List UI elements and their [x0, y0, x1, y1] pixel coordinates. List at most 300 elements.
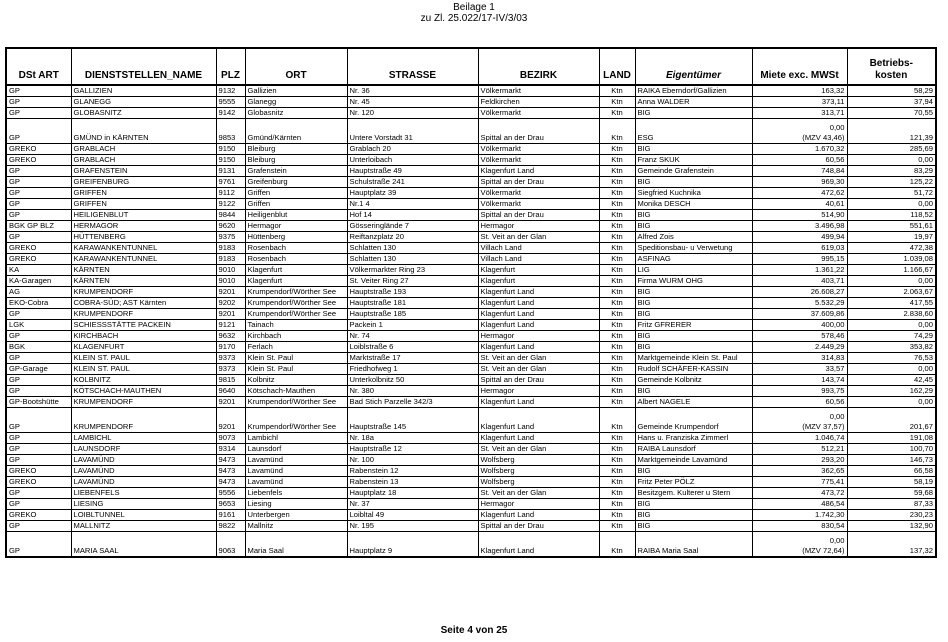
- cell-eigentuemer: Firma WURM OHG: [635, 276, 752, 287]
- table-row: [6, 188, 936, 199]
- cell-eigentuemer: Speditionsbau- u Verwetung: [635, 243, 752, 254]
- cell-eigentuemer: BIG: [635, 466, 752, 477]
- cell-dst-art: GP: [6, 177, 71, 188]
- cell-eigentuemer: Fritz GFRERER: [635, 320, 752, 331]
- cell-dienststellen-name: KARAWANKENTUNNEL: [71, 243, 216, 254]
- cell-betriebskosten: 37,94: [847, 97, 936, 108]
- cell-ort: Gmünd/Kärnten: [245, 119, 347, 144]
- table-row: [6, 265, 936, 276]
- col-header-ort: ORT: [245, 48, 347, 85]
- cell-bezirk: Spittal an der Drau: [478, 119, 599, 144]
- cell-miete: 2.449,29: [752, 342, 847, 353]
- cell-betriebskosten: 191,08: [847, 433, 936, 444]
- cell-eigentuemer: BIG: [635, 510, 752, 521]
- cell-bezirk: Hermagor: [478, 221, 599, 232]
- cell-dienststellen-name: KÄRNTEN: [71, 276, 216, 287]
- cell-betriebskosten: 100,70: [847, 444, 936, 455]
- cell-betriebskosten: 58,29: [847, 85, 936, 97]
- cell-plz: 9010: [216, 265, 245, 276]
- cell-ort: Hüttenberg: [245, 232, 347, 243]
- cell-strasse: Hauptstraße 181: [347, 298, 478, 309]
- cell-strasse: Untere Vorstadt 31: [347, 119, 478, 144]
- col-header-plz: PLZ: [216, 48, 245, 85]
- cell-dst-art: GP: [6, 353, 71, 364]
- cell-miete: [752, 408, 847, 433]
- cell-plz: 9653: [216, 499, 245, 510]
- cell-land: Ktn: [599, 477, 635, 488]
- table-row: [6, 243, 936, 254]
- cell-strasse: Unterkolbnitz 50: [347, 375, 478, 386]
- cell-dienststellen-name: KLEIN ST. PAUL: [71, 353, 216, 364]
- table-row: [6, 119, 936, 144]
- cell-plz: 9632: [216, 331, 245, 342]
- cell-strasse: Hauptstraße 185: [347, 309, 478, 320]
- cell-bezirk: Wolfsberg: [478, 477, 599, 488]
- cell-bezirk: Klagenfurt Land: [478, 532, 599, 558]
- cell-dst-art: GREKO: [6, 155, 71, 166]
- cell-betriebskosten: 551,61: [847, 221, 936, 232]
- cell-plz: 9112: [216, 188, 245, 199]
- miete-value: 0,00: [829, 412, 845, 421]
- cell-bezirk: Hermagor: [478, 499, 599, 510]
- cell-bezirk: Klagenfurt Land: [478, 309, 599, 320]
- cell-bezirk: Spittal an der Drau: [478, 177, 599, 188]
- cell-dst-art: GP: [6, 108, 71, 119]
- cell-strasse: Rabenstein 13: [347, 477, 478, 488]
- cell-dienststellen-name: HERMAGOR: [71, 221, 216, 232]
- cell-plz: 9640: [216, 386, 245, 397]
- cell-miete: 514,90: [752, 210, 847, 221]
- cell-betriebskosten: 87,33: [847, 499, 936, 510]
- cell-dst-art: AG: [6, 287, 71, 298]
- table-header-row: [6, 48, 936, 85]
- cell-dst-art: GP: [6, 499, 71, 510]
- cell-dienststellen-name: HEILIGENBLUT: [71, 210, 216, 221]
- cell-dienststellen-name: GLANEGG: [71, 97, 216, 108]
- cell-plz: 9183: [216, 254, 245, 265]
- cell-strasse: Hauptplatz 9: [347, 532, 478, 558]
- cell-plz: 9161: [216, 510, 245, 521]
- cell-dst-art: GP: [6, 85, 71, 97]
- cell-dst-art: GP: [6, 488, 71, 499]
- cell-dienststellen-name: LAVAMÜND: [71, 466, 216, 477]
- cell-eigentuemer: Gemeinde Krumpendorf: [635, 408, 752, 433]
- cell-dst-art: EKO-Cobra: [6, 298, 71, 309]
- cell-betriebskosten: 0,00: [847, 397, 936, 408]
- cell-betriebskosten: 132,90: [847, 521, 936, 532]
- cell-dst-art: GP: [6, 331, 71, 342]
- cell-miete: 1.670,32: [752, 144, 847, 155]
- cell-eigentuemer: Gemeinde Grafenstein: [635, 166, 752, 177]
- cell-land: Ktn: [599, 488, 635, 499]
- cell-land: Ktn: [599, 298, 635, 309]
- cell-plz: 9201: [216, 397, 245, 408]
- cell-betriebskosten: 472,38: [847, 243, 936, 254]
- table-row: [6, 144, 936, 155]
- cell-miete: 472,62: [752, 188, 847, 199]
- cell-eigentuemer: Marktgemeinde Klein St. Paul: [635, 353, 752, 364]
- col-header-betriebskosten: [847, 48, 936, 85]
- cell-bezirk: Klagenfurt Land: [478, 320, 599, 331]
- cell-ort: Lambichl: [245, 433, 347, 444]
- cell-land: Ktn: [599, 331, 635, 342]
- cell-land: Ktn: [599, 155, 635, 166]
- table-row: [6, 364, 936, 375]
- cell-land: Ktn: [599, 466, 635, 477]
- cell-dst-art: GP: [6, 455, 71, 466]
- cell-land: Ktn: [599, 287, 635, 298]
- cell-plz: 9314: [216, 444, 245, 455]
- miete-value: 0,00: [829, 123, 845, 132]
- cell-betriebskosten: 0,00: [847, 320, 936, 331]
- cell-bezirk: St. Veit an der Glan: [478, 488, 599, 499]
- cell-bezirk: Völkermarkt: [478, 108, 599, 119]
- cell-betriebskosten: 76,53: [847, 353, 936, 364]
- cell-plz: 9121: [216, 320, 245, 331]
- cell-plz: 9201: [216, 408, 245, 433]
- cell-dst-art: GP: [6, 433, 71, 444]
- cell-land: Ktn: [599, 177, 635, 188]
- table-row: [6, 298, 936, 309]
- cell-land: Ktn: [599, 408, 635, 433]
- cell-dienststellen-name: GRIFFEN: [71, 188, 216, 199]
- table-row: [6, 532, 936, 558]
- table-row: [6, 375, 936, 386]
- cell-dienststellen-name: LAVAMÜND: [71, 477, 216, 488]
- cell-bezirk: Wolfsberg: [478, 455, 599, 466]
- cell-bezirk: St. Veit an der Glan: [478, 232, 599, 243]
- cell-plz: 9556: [216, 488, 245, 499]
- cell-bezirk: Völkermarkt: [478, 85, 599, 97]
- cell-betriebskosten: 162,29: [847, 386, 936, 397]
- cell-plz: 9375: [216, 232, 245, 243]
- cell-eigentuemer: LIG: [635, 265, 752, 276]
- cell-eigentuemer: Gemeinde Kolbnitz: [635, 375, 752, 386]
- cell-eigentuemer: Franz SKUK: [635, 155, 752, 166]
- cell-betriebskosten: 0,00: [847, 276, 936, 287]
- document-label: Beilage 1: [453, 2, 495, 13]
- cell-bezirk: Völkermarkt: [478, 155, 599, 166]
- table-row: [6, 199, 936, 210]
- cell-miete: 313,71: [752, 108, 847, 119]
- cell-land: Ktn: [599, 97, 635, 108]
- cell-strasse: Packein 1: [347, 320, 478, 331]
- cell-dst-art: GP: [6, 210, 71, 221]
- cell-dst-art: GP: [6, 97, 71, 108]
- cell-plz: 9373: [216, 353, 245, 364]
- table-row: [6, 408, 936, 433]
- col-header-miete: Miete exc. MWSt: [752, 48, 847, 85]
- table-row: [6, 521, 936, 532]
- cell-bezirk: Klagenfurt Land: [478, 408, 599, 433]
- offices-table: [5, 47, 937, 558]
- cell-eigentuemer: Albert NAGELE: [635, 397, 752, 408]
- cell-dienststellen-name: LIEBENFELS: [71, 488, 216, 499]
- cell-betriebskosten: 201,67: [847, 408, 936, 433]
- cell-land: Ktn: [599, 353, 635, 364]
- cell-miete: 993,75: [752, 386, 847, 397]
- cell-strasse: St. Veiter Ring 27: [347, 276, 478, 287]
- cell-bezirk: Feldkirchen: [478, 97, 599, 108]
- cell-strasse: Hauptstraße 193: [347, 287, 478, 298]
- cell-strasse: Nr. 195: [347, 521, 478, 532]
- cell-plz: 9150: [216, 144, 245, 155]
- cell-ort: Klein St. Paul: [245, 353, 347, 364]
- cell-land: Ktn: [599, 276, 635, 287]
- cell-plz: 9473: [216, 466, 245, 477]
- cell-ort: Glanegg: [245, 97, 347, 108]
- cell-ort: Griffen: [245, 199, 347, 210]
- cell-dienststellen-name: LOIBLTUNNEL: [71, 510, 216, 521]
- cell-miete: 400,00: [752, 320, 847, 331]
- cell-miete: 3.496,98: [752, 221, 847, 232]
- cell-land: Ktn: [599, 510, 635, 521]
- table-row: [6, 320, 936, 331]
- cell-plz: 9132: [216, 85, 245, 97]
- table-row: [6, 499, 936, 510]
- cell-dienststellen-name: KÄRNTEN: [71, 265, 216, 276]
- cell-ort: Bleiburg: [245, 155, 347, 166]
- cell-plz: 9761: [216, 177, 245, 188]
- table-row: [6, 433, 936, 444]
- cell-strasse: Nr.1 4: [347, 199, 478, 210]
- cell-plz: 9183: [216, 243, 245, 254]
- cell-plz: 9473: [216, 455, 245, 466]
- col-header-eigentuemer: Eigentümer: [635, 48, 752, 85]
- cell-ort: Liebenfels: [245, 488, 347, 499]
- cell-dienststellen-name: MALLNITZ: [71, 521, 216, 532]
- cell-plz: 9131: [216, 166, 245, 177]
- cell-dst-art: GP: [6, 166, 71, 177]
- cell-dst-art: GP: [6, 188, 71, 199]
- cell-ort: Hermagor: [245, 221, 347, 232]
- cell-strasse: Loiblstraße 6: [347, 342, 478, 353]
- cell-betriebskosten: 74,29: [847, 331, 936, 342]
- cell-betriebskosten: 137,32: [847, 532, 936, 558]
- cell-eigentuemer: ASFINAG: [635, 254, 752, 265]
- cell-ort: Krumpendorf/Wörther See: [245, 309, 347, 320]
- cell-betriebskosten: 121,39: [847, 119, 936, 144]
- cell-strasse: Friedhofweg 1: [347, 364, 478, 375]
- cell-ort: Ferlach: [245, 342, 347, 353]
- cell-ort: Kötschach-Mauthen: [245, 386, 347, 397]
- cell-betriebskosten: 1.166,67: [847, 265, 936, 276]
- table-row: [6, 166, 936, 177]
- cell-dst-art: GP: [6, 119, 71, 144]
- table-row: [6, 477, 936, 488]
- cell-land: Ktn: [599, 320, 635, 331]
- cell-land: Ktn: [599, 342, 635, 353]
- col-header-bezirk: BEZIRK: [478, 48, 599, 85]
- cell-strasse: Hauptplatz 39: [347, 188, 478, 199]
- cell-miete: 578,46: [752, 331, 847, 342]
- cell-ort: Unterbergen: [245, 510, 347, 521]
- cell-land: Ktn: [599, 85, 635, 97]
- cell-land: Ktn: [599, 199, 635, 210]
- cell-plz: 9822: [216, 521, 245, 532]
- table-row: [6, 510, 936, 521]
- cell-eigentuemer: Marktgemeinde Lavamünd: [635, 455, 752, 466]
- cell-eigentuemer: BIG: [635, 386, 752, 397]
- table-row: [6, 276, 936, 287]
- cell-betriebskosten: 0,00: [847, 364, 936, 375]
- cell-miete: [752, 532, 847, 558]
- cell-eigentuemer: Hans u. Franziska Zimmerl: [635, 433, 752, 444]
- cell-ort: Klagenfurt: [245, 276, 347, 287]
- cell-land: Ktn: [599, 232, 635, 243]
- cell-miete: 362,65: [752, 466, 847, 477]
- cell-strasse: Loibltal 49: [347, 510, 478, 521]
- cell-miete: 60,56: [752, 397, 847, 408]
- cell-miete: 969,30: [752, 177, 847, 188]
- cell-bezirk: Völkermarkt: [478, 199, 599, 210]
- cell-ort: Greifenburg: [245, 177, 347, 188]
- cell-land: Ktn: [599, 444, 635, 455]
- cell-miete: 619,03: [752, 243, 847, 254]
- cell-bezirk: Völkermarkt: [478, 188, 599, 199]
- cell-ort: Globasnitz: [245, 108, 347, 119]
- cell-land: Ktn: [599, 397, 635, 408]
- cell-betriebskosten: 83,29: [847, 166, 936, 177]
- cell-ort: Krumpendorf/Wörther See: [245, 298, 347, 309]
- cell-betriebskosten: 0,00: [847, 155, 936, 166]
- cell-dst-art: GP: [6, 199, 71, 210]
- cell-dienststellen-name: SCHIESSSTÄTTE PACKEIN: [71, 320, 216, 331]
- table-row: [6, 177, 936, 188]
- cell-ort: Gallizien: [245, 85, 347, 97]
- cell-dienststellen-name: GALLIZIEN: [71, 85, 216, 97]
- cell-dst-art: GP: [6, 375, 71, 386]
- table-row: [6, 232, 936, 243]
- cell-miete: 40,61: [752, 199, 847, 210]
- cell-eigentuemer: BIG: [635, 298, 752, 309]
- cell-dienststellen-name: LAVAMÜND: [71, 455, 216, 466]
- cell-land: Ktn: [599, 386, 635, 397]
- table-row: [6, 353, 936, 364]
- cell-betriebskosten: 417,55: [847, 298, 936, 309]
- cell-eigentuemer: Fritz Peter PÖLZ: [635, 477, 752, 488]
- cell-plz: 9373: [216, 364, 245, 375]
- cell-miete: 403,71: [752, 276, 847, 287]
- cell-eigentuemer: Rudolf SCHÄFER-KASSIN: [635, 364, 752, 375]
- cell-dst-art: KA-Garagen: [6, 276, 71, 287]
- cell-miete: 33,57: [752, 364, 847, 375]
- cell-ort: Krumpendorf/Wörther See: [245, 287, 347, 298]
- mzv-value: (MZV 43,46): [802, 133, 845, 142]
- cell-eigentuemer: BIG: [635, 342, 752, 353]
- cell-eigentuemer: ESG: [635, 119, 752, 144]
- cell-strasse: Völkermarkter Ring 23: [347, 265, 478, 276]
- cell-bezirk: Klagenfurt Land: [478, 166, 599, 177]
- cell-dst-art: GP: [6, 444, 71, 455]
- cell-plz: 9202: [216, 298, 245, 309]
- cell-plz: 9620: [216, 221, 245, 232]
- cell-miete: 5.532,29: [752, 298, 847, 309]
- cell-dst-art: GREKO: [6, 243, 71, 254]
- cell-eigentuemer: BIG: [635, 144, 752, 155]
- cell-eigentuemer: Anna WALDER: [635, 97, 752, 108]
- table-row: [6, 386, 936, 397]
- cell-ort: Grafenstein: [245, 166, 347, 177]
- cell-dienststellen-name: KRUMPENDORF: [71, 397, 216, 408]
- cell-eigentuemer: Besitzgem. Kulterer u Stern: [635, 488, 752, 499]
- cell-betriebskosten: 1.039,08: [847, 254, 936, 265]
- col-header-land: LAND: [599, 48, 635, 85]
- cell-dst-art: GP: [6, 521, 71, 532]
- cell-plz: 9063: [216, 532, 245, 558]
- cell-dienststellen-name: KRUMPENDORF: [71, 408, 216, 433]
- cell-dst-art: KA: [6, 265, 71, 276]
- cell-miete: 775,41: [752, 477, 847, 488]
- cell-miete: 1.361,22: [752, 265, 847, 276]
- cell-betriebskosten: 285,69: [847, 144, 936, 155]
- cell-plz: 9853: [216, 119, 245, 144]
- cell-miete: 830,54: [752, 521, 847, 532]
- cell-betriebskosten: 118,52: [847, 210, 936, 221]
- cell-dst-art: GP-Bootshütte: [6, 397, 71, 408]
- cell-dienststellen-name: GRIFFEN: [71, 199, 216, 210]
- cell-ort: Klagenfurt: [245, 265, 347, 276]
- cell-ort: Kolbnitz: [245, 375, 347, 386]
- cell-miete: 748,84: [752, 166, 847, 177]
- cell-miete: 163,32: [752, 85, 847, 97]
- cell-miete: [752, 119, 847, 144]
- cell-ort: Bleiburg: [245, 144, 347, 155]
- cell-ort: Liesing: [245, 499, 347, 510]
- cell-strasse: Schulstraße 241: [347, 177, 478, 188]
- cell-land: Ktn: [599, 375, 635, 386]
- cell-miete: 293,20: [752, 455, 847, 466]
- cell-eigentuemer: BIG: [635, 331, 752, 342]
- cell-miete: 473,72: [752, 488, 847, 499]
- col-header-betriebskosten-line1: Betriebs-: [869, 58, 913, 69]
- cell-eigentuemer: BIG: [635, 309, 752, 320]
- cell-dst-art: BGK: [6, 342, 71, 353]
- cell-plz: 9844: [216, 210, 245, 221]
- cell-miete: 499,94: [752, 232, 847, 243]
- cell-land: Ktn: [599, 144, 635, 155]
- cell-eigentuemer: Siegfried Kuchnika: [635, 188, 752, 199]
- table-row: [6, 466, 936, 477]
- cell-betriebskosten: 58,19: [847, 477, 936, 488]
- table-row: [6, 397, 936, 408]
- cell-dienststellen-name: GLOBASNITZ: [71, 108, 216, 119]
- cell-dienststellen-name: LIESING: [71, 499, 216, 510]
- cell-ort: Rosenbach: [245, 243, 347, 254]
- cell-bezirk: Wolfsberg: [478, 466, 599, 477]
- cell-dienststellen-name: COBRA-SÜD; AST Kärnten: [71, 298, 216, 309]
- miete-value: 0,00: [829, 536, 845, 545]
- cell-strasse: Hof 14: [347, 210, 478, 221]
- cell-dienststellen-name: GRABLACH: [71, 144, 216, 155]
- cell-betriebskosten: 2.063,67: [847, 287, 936, 298]
- cell-bezirk: Spittal an der Drau: [478, 375, 599, 386]
- cell-miete: 373,11: [752, 97, 847, 108]
- cell-land: Ktn: [599, 309, 635, 320]
- cell-eigentuemer: BIG: [635, 499, 752, 510]
- cell-strasse: Nr. 74: [347, 331, 478, 342]
- cell-plz: 9555: [216, 97, 245, 108]
- cell-miete: 512,21: [752, 444, 847, 455]
- cell-bezirk: Klagenfurt Land: [478, 287, 599, 298]
- cell-ort: Lavamünd: [245, 477, 347, 488]
- cell-betriebskosten: 42,45: [847, 375, 936, 386]
- cell-strasse: Marktstraße 17: [347, 353, 478, 364]
- cell-plz: 9201: [216, 309, 245, 320]
- table-row: [6, 455, 936, 466]
- cell-miete: 995,15: [752, 254, 847, 265]
- cell-ort: Griffen: [245, 188, 347, 199]
